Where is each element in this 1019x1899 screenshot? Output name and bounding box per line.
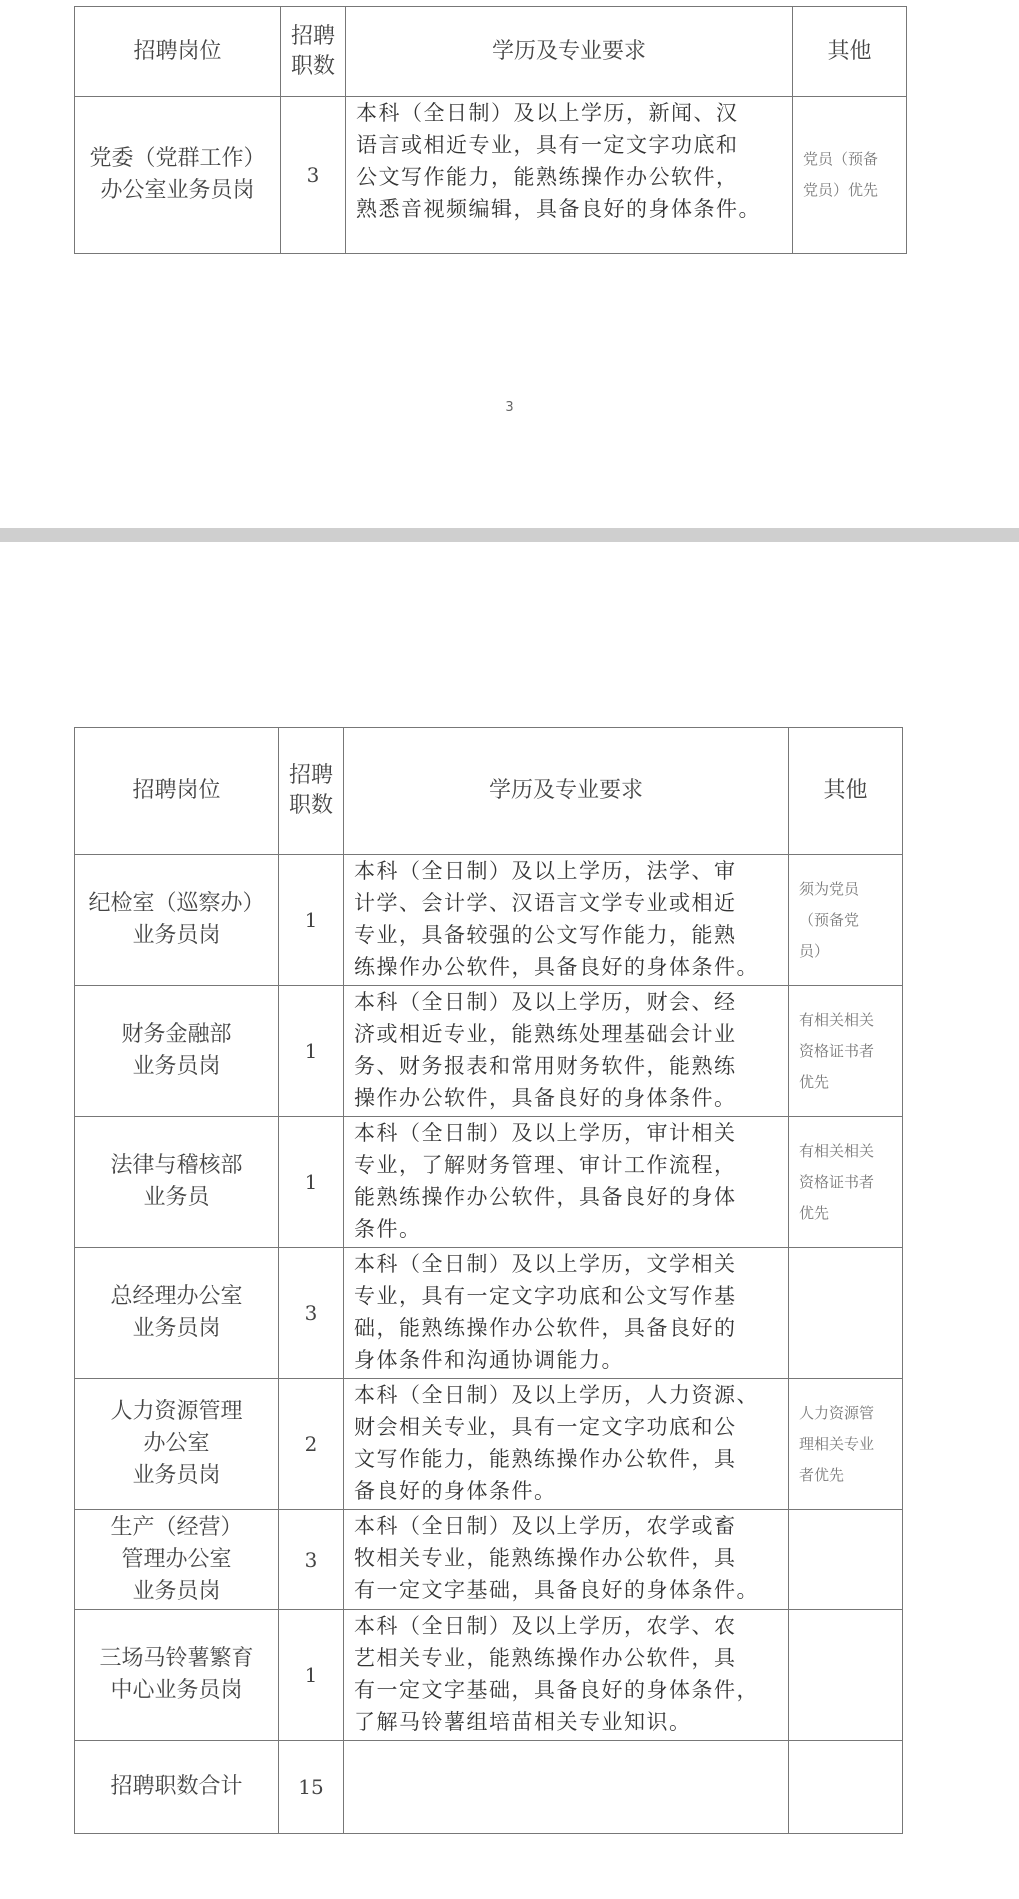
- requirement-line: 本科（全日制）及以上学历，农学、农: [354, 1614, 737, 1638]
- position-cell: [75, 1610, 279, 1741]
- table-row: [75, 1510, 903, 1610]
- requirements-cell: [344, 1610, 789, 1741]
- requirement-line: 础，能熟练操作办公软件，具备良好的: [354, 1316, 737, 1340]
- position-line: 业务员岗: [132, 1054, 221, 1079]
- header-requirements: 学历及专业要求: [346, 7, 793, 97]
- position-cell: [75, 97, 281, 254]
- requirement-line: 条件。: [354, 1217, 422, 1241]
- other-cell: [789, 1248, 903, 1379]
- position-line: 业务员: [143, 1185, 210, 1210]
- other-line: 员）: [799, 941, 830, 960]
- position-cell: [75, 1117, 279, 1248]
- requirement-line: 文写作能力，能熟练操作办公软件，具: [354, 1447, 737, 1471]
- requirement-line: 能熟练操作办公软件，具备良好的身体: [354, 1185, 737, 1209]
- requirement-line: 计学、会计学、汉语言文学专业或相近: [354, 891, 737, 915]
- other-line: 党员（预备: [803, 150, 879, 168]
- position-cell: [75, 1248, 279, 1379]
- header-position: 招聘岗位: [75, 728, 279, 855]
- total-label: 招聘职数合计: [75, 1741, 279, 1834]
- requirement-line: 了解马铃薯组培苗相关专业知识。: [354, 1710, 692, 1734]
- table-row: [75, 855, 903, 986]
- position-cell: [75, 855, 279, 986]
- requirement-line: 本科（全日制）及以上学历，文学相关: [354, 1252, 737, 1276]
- total-requirements-empty: [344, 1741, 789, 1834]
- position-line: 业务员岗: [132, 1316, 221, 1341]
- table-row: [75, 97, 907, 254]
- requirement-line: 公文写作能力，能熟练操作办公软件，: [356, 165, 739, 189]
- other-line: 有相关相关: [799, 1141, 875, 1160]
- requirements-cell: [346, 97, 793, 254]
- requirement-line: 专业，具有一定文字功底和公文写作基: [354, 1284, 737, 1308]
- document-page-bottom: [0, 542, 1019, 1899]
- position-line: 总经理办公室: [110, 1284, 243, 1309]
- other-cell: [789, 855, 903, 986]
- position-line: 生产（经营）: [110, 1514, 243, 1540]
- header-count: 招聘 职数: [281, 7, 346, 97]
- position-line: 办公室业务员岗: [100, 178, 255, 203]
- other-line: 者优先: [799, 1465, 845, 1484]
- requirements-cell: [344, 986, 789, 1117]
- position-line: 中心业务员岗: [110, 1678, 243, 1703]
- other-line: 优先: [799, 1072, 830, 1091]
- total-count: 15: [279, 1741, 344, 1834]
- other-line: （预备党: [799, 910, 860, 929]
- header-other: 其他: [793, 7, 907, 97]
- other-cell: [789, 1117, 903, 1248]
- position-line: 纪检室（巡察办）: [88, 891, 265, 916]
- requirement-line: 专业，了解财务管理、审计工作流程，: [354, 1153, 737, 1177]
- recruitment-table-top: [74, 6, 907, 254]
- requirement-line: 操作办公软件，具备良好的身体条件。: [354, 1086, 737, 1110]
- position-line: 财务金融部: [121, 1022, 232, 1047]
- table-header-row: [75, 7, 907, 97]
- requirements-cell: [344, 1117, 789, 1248]
- position-line: 业务员岗: [132, 923, 221, 948]
- position-line: 党委（党群工作）: [89, 146, 266, 171]
- position-line: 业务员岗: [132, 1463, 221, 1488]
- count-cell: 2: [279, 1379, 344, 1510]
- requirement-line: 财会相关专业，具有一定文字功底和公: [354, 1415, 737, 1439]
- other-line: 有相关相关: [799, 1010, 875, 1029]
- position-cell: [75, 1379, 279, 1510]
- other-cell: [789, 1610, 903, 1741]
- other-line: 理相关专业: [799, 1434, 875, 1453]
- other-cell: [789, 986, 903, 1117]
- requirement-line: 艺相关专业，能熟练操作办公软件，具: [354, 1646, 737, 1670]
- count-cell: 3: [281, 97, 346, 254]
- position-line: 三场马铃薯繁育: [99, 1646, 254, 1671]
- count-cell: 1: [279, 986, 344, 1117]
- requirement-line: 语言或相近专业，具有一定文字功底和: [356, 133, 739, 157]
- total-row: [75, 1741, 903, 1834]
- document-page-top: [0, 0, 1019, 528]
- other-line: 优先: [799, 1203, 830, 1222]
- requirement-line: 本科（全日制）及以上学历，新闻、汉: [356, 101, 739, 125]
- requirement-line: 练操作办公软件，具备良好的身体条件。: [354, 955, 759, 979]
- requirements-cell: [344, 1379, 789, 1510]
- header-requirements: 学历及专业要求: [344, 728, 789, 855]
- position-line: 业务员岗: [132, 1578, 221, 1604]
- table-row: [75, 1248, 903, 1379]
- count-cell: 3: [279, 1510, 344, 1610]
- position-cell: [75, 986, 279, 1117]
- other-line: 资格证书者: [799, 1041, 875, 1060]
- requirement-line: 有一定文字基础，具备良好的身体条件，: [354, 1678, 759, 1702]
- requirement-line: 有一定文字基础，具备良好的身体条件。: [354, 1578, 759, 1602]
- header-count: 招聘 职数: [279, 728, 344, 855]
- requirement-line: 本科（全日制）及以上学历，人力资源、: [354, 1383, 759, 1407]
- requirement-line: 济或相近专业，能熟练处理基础会计业: [354, 1022, 737, 1046]
- requirement-line: 身体条件和沟通协调能力。: [354, 1348, 624, 1372]
- count-cell: 3: [279, 1248, 344, 1379]
- position-line: 管理办公室: [121, 1546, 232, 1572]
- table-row: [75, 1610, 903, 1741]
- other-line: 党员）优先: [803, 181, 879, 199]
- requirement-line: 务、财务报表和常用财务软件，能熟练: [354, 1054, 737, 1078]
- count-cell: 1: [279, 855, 344, 986]
- table-header-row: [75, 728, 903, 855]
- other-cell: [789, 1510, 903, 1610]
- position-cell: [75, 1510, 279, 1610]
- header-other: 其他: [789, 728, 903, 855]
- requirements-cell: [344, 855, 789, 986]
- requirement-line: 本科（全日制）及以上学历，农学或畜: [354, 1514, 737, 1538]
- table-row: [75, 1117, 903, 1248]
- position-line: 法律与稽核部: [110, 1153, 243, 1178]
- requirement-line: 备良好的身体条件。: [354, 1479, 557, 1503]
- total-other-empty: [789, 1741, 903, 1834]
- other-line: 须为党员: [799, 879, 860, 898]
- other-cell: [793, 97, 907, 254]
- count-cell: 1: [279, 1610, 344, 1741]
- page-separator: [0, 528, 1019, 542]
- table-row: [75, 986, 903, 1117]
- position-line: 办公室: [143, 1431, 210, 1456]
- count-cell: 1: [279, 1117, 344, 1248]
- other-cell: [789, 1379, 903, 1510]
- requirement-line: 本科（全日制）及以上学历，财会、经: [354, 990, 737, 1014]
- page-number: 3: [505, 400, 514, 415]
- position-line: 人力资源管理: [110, 1399, 243, 1424]
- header-position: 招聘岗位: [75, 7, 281, 97]
- requirements-cell: [344, 1510, 789, 1610]
- requirement-line: 专业，具备较强的公文写作能力，能熟: [354, 923, 737, 947]
- other-line: 人力资源管: [799, 1403, 875, 1422]
- requirement-line: 牧相关专业，能熟练操作办公软件，具: [354, 1546, 737, 1570]
- other-line: 资格证书者: [799, 1172, 875, 1191]
- recruitment-table-bottom: [74, 727, 903, 1834]
- requirement-line: 熟悉音视频编辑，具备良好的身体条件。: [356, 197, 761, 221]
- requirements-cell: [344, 1248, 789, 1379]
- table-row: [75, 1379, 903, 1510]
- requirement-line: 本科（全日制）及以上学历，审计相关: [354, 1121, 737, 1145]
- requirement-line: 本科（全日制）及以上学历，法学、审: [354, 859, 737, 883]
